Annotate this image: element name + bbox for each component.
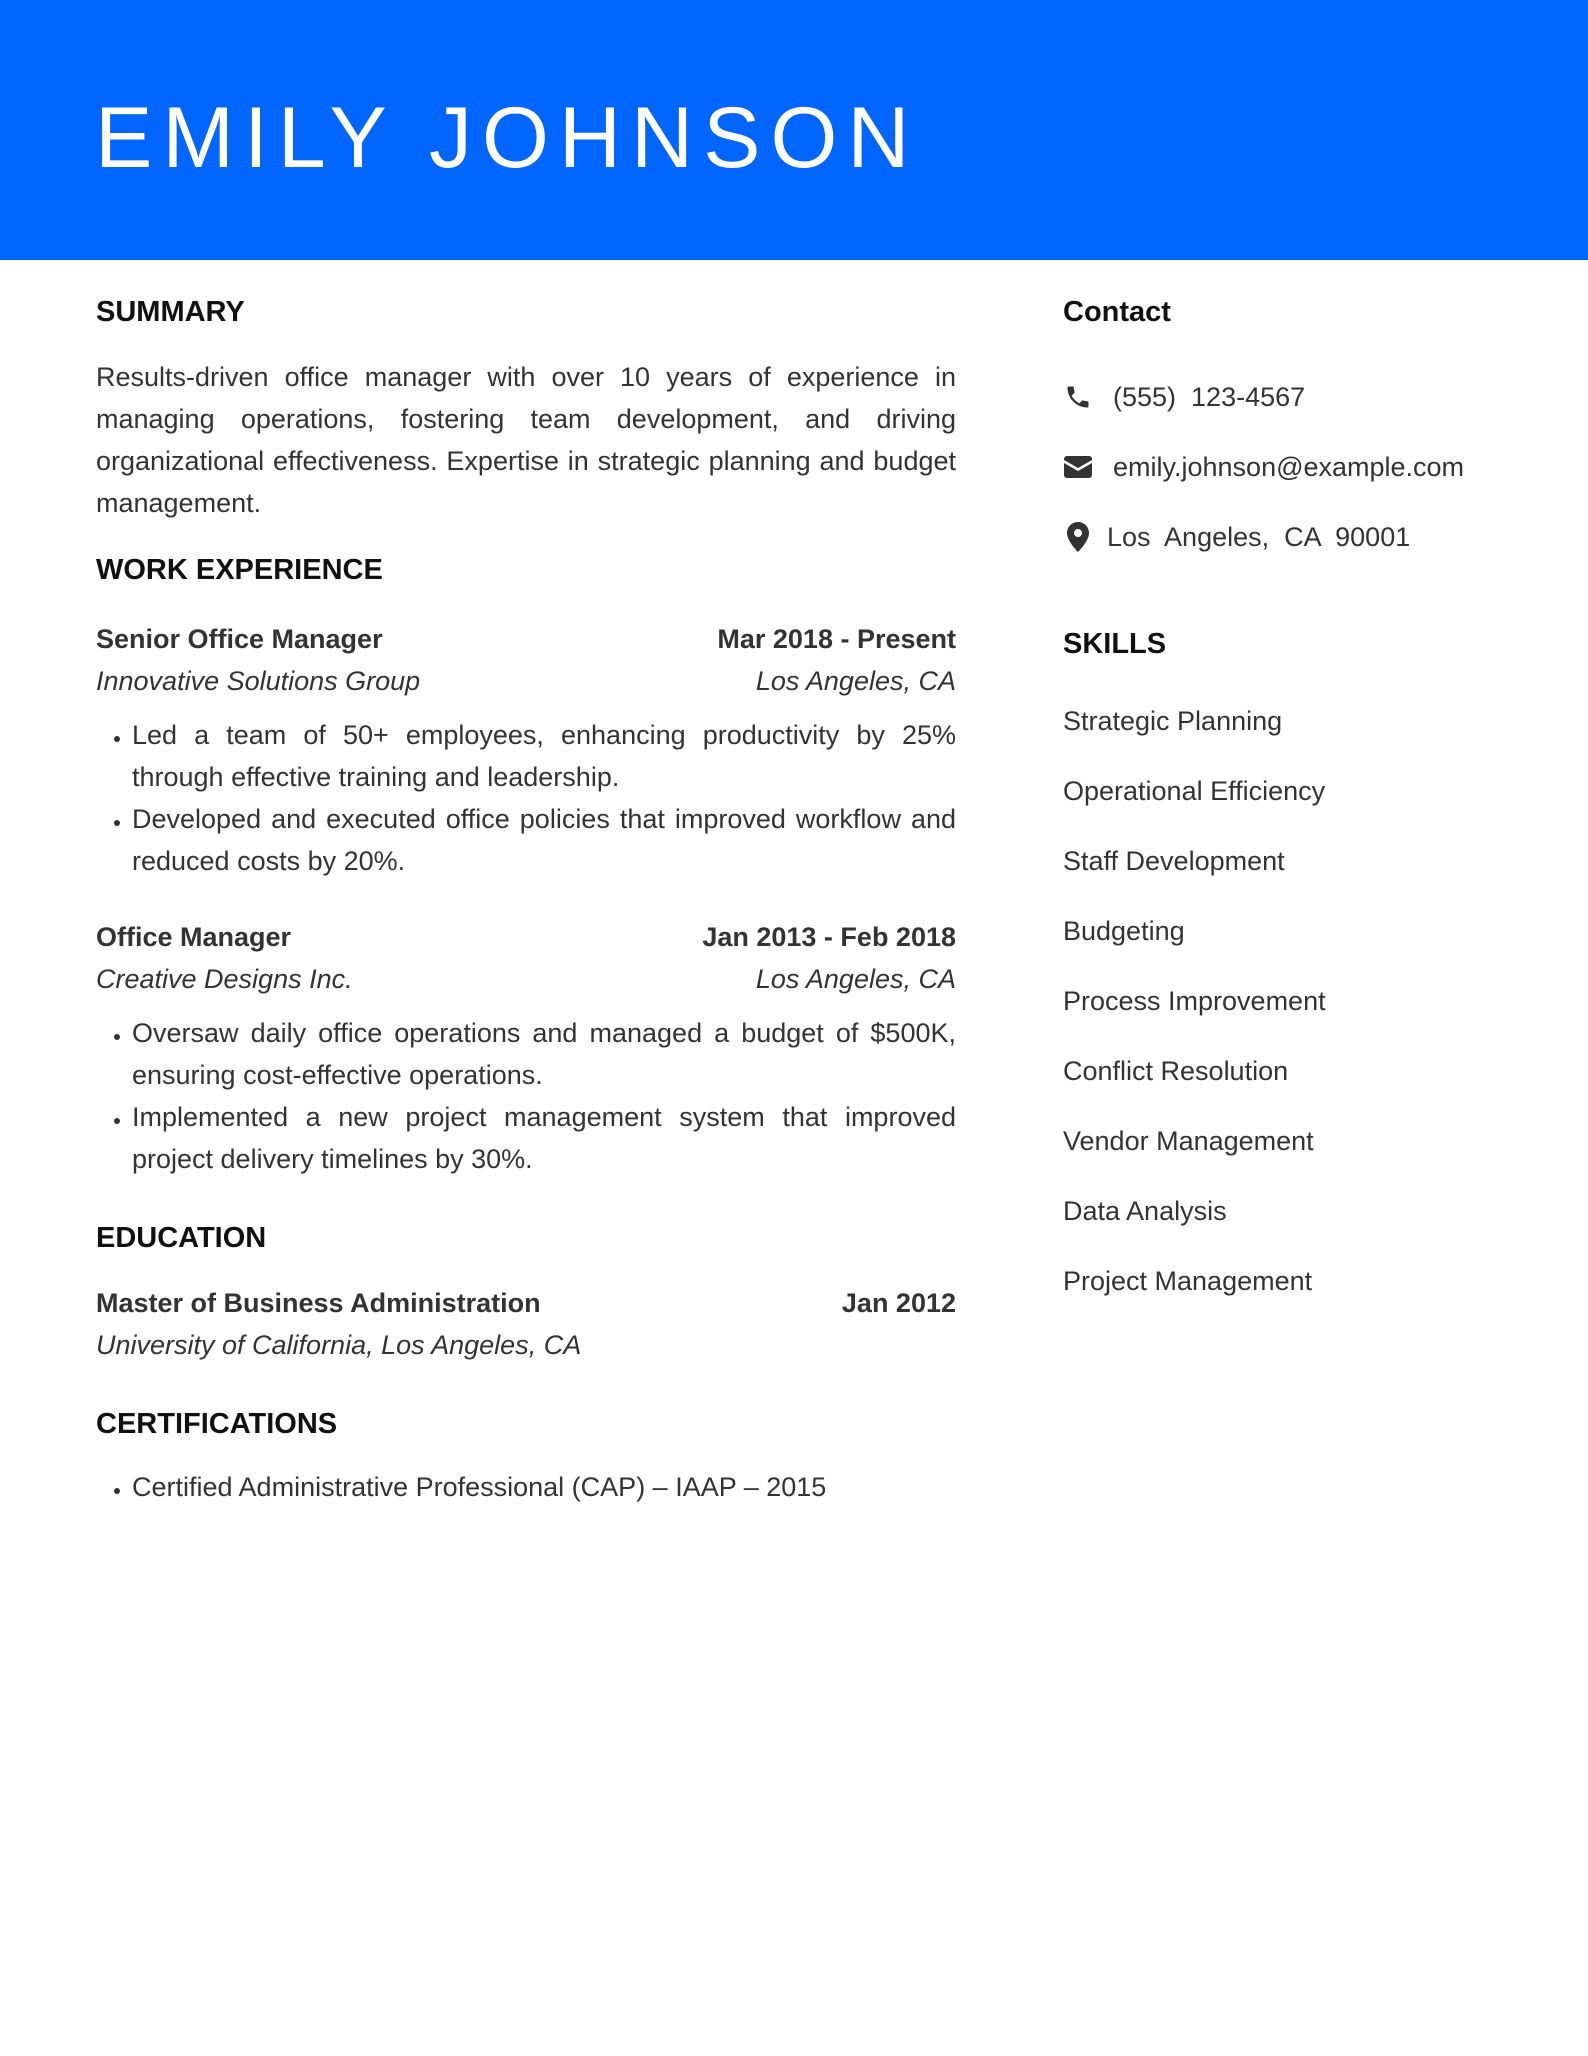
summary-section (96, 292, 956, 524)
job-bullets (96, 714, 956, 882)
contact-email[interactable] (1063, 432, 1523, 502)
job-entry (96, 618, 956, 882)
job-company: Innovative Solutions Group (96, 666, 421, 696)
contact-location (1063, 502, 1523, 572)
skill-item: Process Improvement (1063, 986, 1326, 1016)
job-dates: Jan 2013 - Feb 2018 (702, 922, 956, 952)
skills-section (1063, 624, 1523, 1316)
job-title-row (96, 916, 956, 958)
job-bullet: • Led a team of 50+ employees, enhancing productivity by 25% through effective training and leadership. (132, 714, 956, 798)
education-degree-row (96, 1282, 956, 1324)
experience-heading: WORK EXPERIENCE (96, 554, 383, 586)
education-entry (96, 1282, 956, 1366)
skills-heading: SKILLS (1063, 628, 1167, 660)
skill-item: Project Management (1063, 1266, 1313, 1296)
job-bullet: • Implemented a new project management system that improved project delivery timelines by 30%. (132, 1096, 956, 1180)
job-entry (96, 916, 956, 1180)
job-bullets (96, 1012, 956, 1180)
job-title-row (96, 618, 956, 660)
contact-list (1063, 362, 1523, 572)
header-banner (0, 0, 1588, 260)
skills-list (1063, 686, 1523, 1316)
education-section (96, 1218, 956, 1366)
skill-item: Conflict Resolution (1063, 1056, 1289, 1086)
job-location: Los Angeles, CA (755, 964, 956, 994)
contact-heading: Contact (1063, 296, 1171, 328)
summary-heading: SUMMARY (96, 296, 245, 328)
job-dates: Mar 2018 - Present (717, 624, 956, 654)
map-marker-icon (1063, 522, 1093, 552)
certifications-list (96, 1466, 956, 1508)
skill-item: Operational Efficiency (1063, 776, 1326, 806)
job-company: Creative Designs Inc. (96, 964, 353, 994)
skill-item: Vendor Management (1063, 1126, 1314, 1156)
sidebar-column (1063, 292, 1523, 1316)
contact-phone-text: (555) 123-4567 (1113, 381, 1306, 412)
education-date: Jan 2012 (841, 1288, 956, 1318)
contact-email-text[interactable]: emily.johnson@example.com (1113, 451, 1465, 482)
job-company-row (96, 660, 956, 702)
skill-item: Staff Development (1063, 846, 1285, 876)
summary-text: Results-driven office manager with over 10 years of experience in managing operations, fostering team development, and driving organizational effectiveness. Expertise in strategic planning and budget management. (96, 362, 956, 518)
envelope-icon (1063, 452, 1093, 482)
education-heading: EDUCATION (96, 1222, 267, 1254)
job-location: Los Angeles, CA (755, 666, 956, 696)
certifications-section (96, 1404, 956, 1508)
education-school-row (96, 1324, 956, 1366)
certifications-heading: CERTIFICATIONS (96, 1408, 338, 1440)
main-column (96, 292, 956, 1508)
candidate-name: EMILY JOHNSON (95, 90, 920, 186)
skill-item: Data Analysis (1063, 1196, 1227, 1226)
certification-item: • Certified Administrative Professional (CAP) – IAAP – 2015 (132, 1466, 956, 1508)
job-bullet: • Developed and executed office policies that improved workflow and reduced costs by 20%. (132, 798, 956, 882)
education-degree: Master of Business Administration (96, 1288, 541, 1318)
job-title: Office Manager (96, 922, 292, 952)
contact-location-text: Los Angeles, CA 90001 (1107, 521, 1411, 552)
contact-section (1063, 292, 1523, 572)
job-company-row (96, 958, 956, 1000)
experience-section (96, 550, 956, 1180)
job-bullet: • Oversaw daily office operations and managed a budget of $500K, ensuring cost-effective operations. (132, 1012, 956, 1096)
skill-item: Strategic Planning (1063, 706, 1283, 736)
contact-phone (1063, 362, 1523, 432)
skill-item: Budgeting (1063, 916, 1185, 946)
phone-icon (1063, 382, 1093, 412)
education-school: University of California, Los Angeles, CA (96, 1330, 582, 1360)
job-title: Senior Office Manager (96, 624, 383, 654)
